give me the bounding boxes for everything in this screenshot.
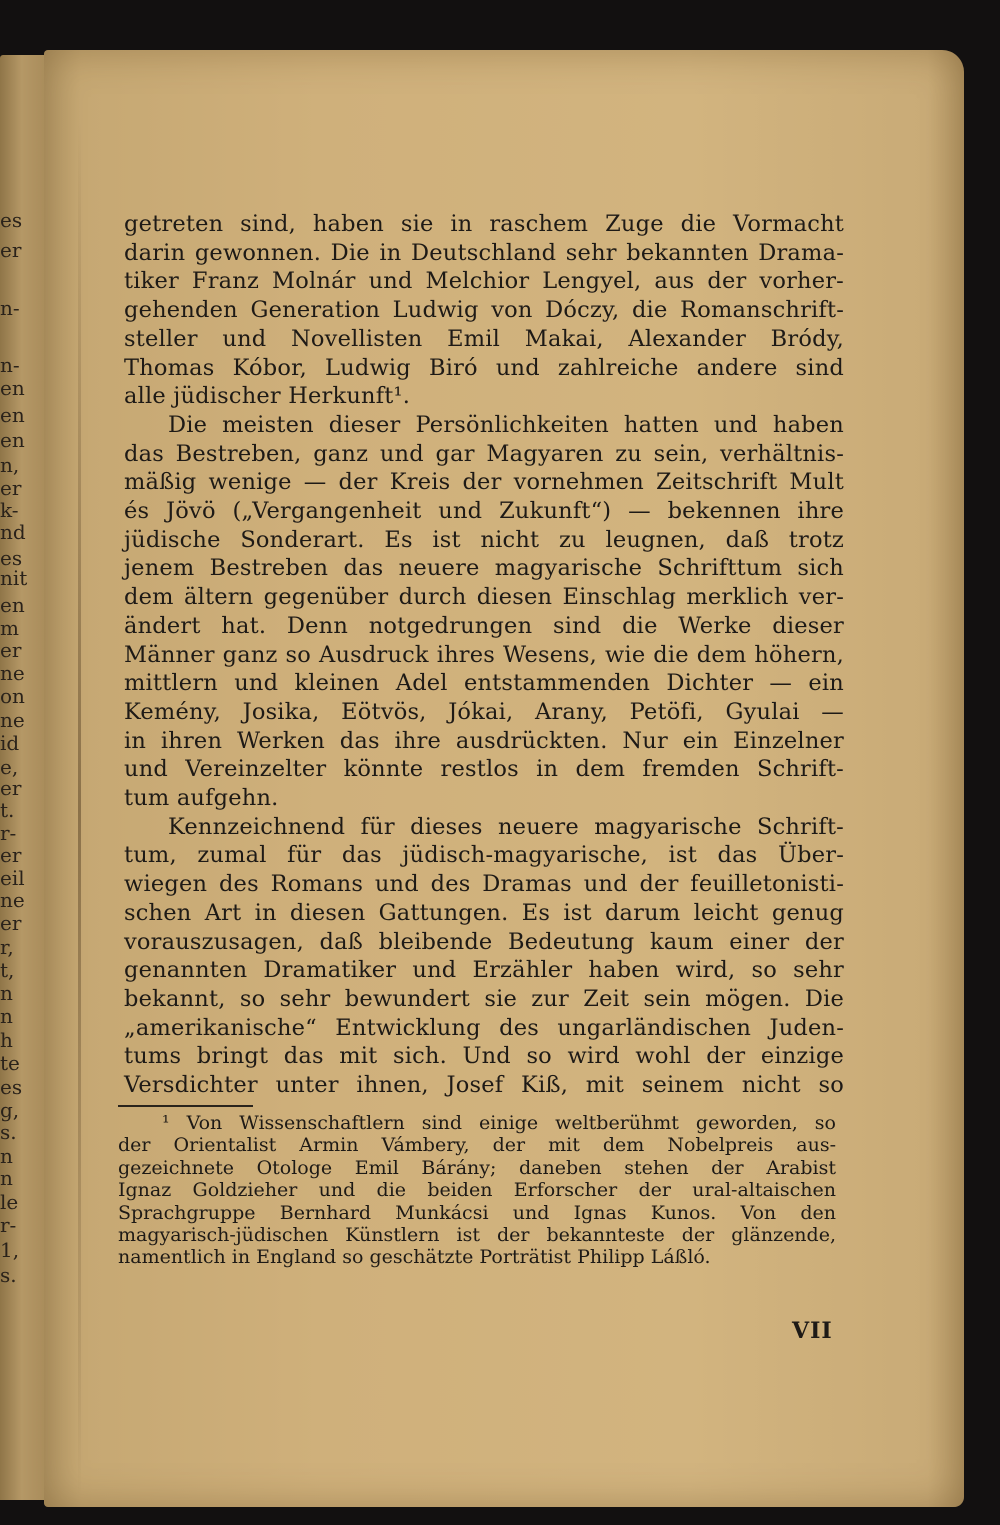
left-page-fragment: g, xyxy=(0,1098,20,1122)
left-page-fragment: r, xyxy=(0,935,14,959)
left-page-fragment: eil xyxy=(0,866,25,890)
text-line: „amerikanische“ Entwicklung des ungarländischen Juden- xyxy=(124,1014,844,1041)
left-page-fragment: en xyxy=(0,376,25,400)
left-page-fragment: n xyxy=(0,1144,13,1168)
left-page-fragment: le xyxy=(0,1190,19,1214)
main-text xyxy=(124,210,844,1100)
left-page-fragment: n- xyxy=(0,296,20,320)
left-page-fragment: t. xyxy=(0,798,15,822)
left-page-fragment: h xyxy=(0,1028,13,1052)
text-line: Kemény, Josika, Eötvös, Jókai, Arany, Petöfi, Gyulai — xyxy=(124,698,844,725)
text-line: mittlern und kleinen Adel entstammenden Dichter — ein xyxy=(124,670,844,697)
text-line: getreten sind, haben sie in raschem Zuge die Vormacht xyxy=(124,211,844,237)
footnote-line: magyarisch-jüdischen Künstlern ist der bekannteste der glänzende, xyxy=(118,1224,836,1247)
text-line: Versdichter unter ihnen, Josef Kiß, mit seinem nicht so xyxy=(124,1072,844,1099)
left-page-fragment: ne xyxy=(0,708,25,732)
footnote-line: Sprachgruppe Bernhard Munkácsi und Ignas Kunos. Von den xyxy=(118,1201,836,1224)
footnote-line: Ignaz Goldzieher und die beiden Erforscher der ural-altaischen xyxy=(118,1179,836,1202)
left-page-fragment: n- xyxy=(0,353,20,377)
left-page-fragment: ne xyxy=(0,888,25,912)
footnote-line: gezeichnete Otologe Emil Bárány; daneben stehen der Arabist xyxy=(118,1156,836,1179)
footnote-rule xyxy=(118,1105,253,1107)
left-page-fragment: en xyxy=(0,593,25,617)
left-page-fragment: er xyxy=(0,238,22,262)
left-page-fragment: t, xyxy=(0,958,15,982)
text-line: dem ältern gegenüber durch diesen Einschlag merklich ver- xyxy=(124,584,844,611)
text-line: alle jüdischer Herkunft¹. xyxy=(124,383,411,410)
text-line: jüdische Sonderart. Es ist nicht zu leugnen, daß trotz xyxy=(124,526,844,553)
text-line: Männer ganz so Ausdruck ihres Wesens, wie die dem höhern, xyxy=(124,641,844,668)
text-line: tums bringt das mit sich. Und so wird wohl der einzige xyxy=(124,1043,844,1070)
left-page-fragment: n xyxy=(0,1004,13,1028)
text-line: gehenden Generation Ludwig von Dóczy, die Romanschrift- xyxy=(124,297,844,324)
left-page-fragment: er xyxy=(0,911,22,935)
text-line: steller und Novellisten Emil Makai, Alexander Bródy, xyxy=(124,325,844,352)
left-page-fragment: n xyxy=(0,1166,13,1190)
left-page-fragment: r- xyxy=(0,821,17,845)
left-page-fragment: k- xyxy=(0,498,19,522)
left-page-fragment: m xyxy=(0,616,19,640)
text-line: Thomas Kóbor, Ludwig Biró und zahlreiche andere sind xyxy=(124,354,844,381)
page-gutter xyxy=(78,120,81,1500)
text-line: jenem Bestreben das neuere magyarische Schrifttum sich xyxy=(124,555,844,582)
left-page-fragment: s. xyxy=(0,1263,17,1287)
text-line: das Bestreben, ganz und gar Magyaren zu sein, verhältnis- xyxy=(124,440,844,467)
left-page-fragment: n xyxy=(0,981,13,1005)
text-line: bekannt, so sehr bewundert sie zur Zeit sein mögen. Die xyxy=(124,985,844,1012)
text-line: und Vereinzelter könnte restlos in dem fremden Schrift- xyxy=(124,756,844,783)
footnote-line: namentlich in England so geschätzte Porträtist Philipp Láßló. xyxy=(118,1246,711,1269)
left-page-fragment: 1, xyxy=(0,1238,20,1262)
left-page-fragment: ne xyxy=(0,661,25,685)
left-page-fragment: te xyxy=(0,1051,20,1075)
footnote-line: der Orientalist Armin Vámbery, der mit dem Nobelpreis aus- xyxy=(118,1134,836,1157)
left-page-fragment: s. xyxy=(0,1120,17,1144)
text-line: tum aufgehn. xyxy=(124,785,279,812)
left-page-fragment: en xyxy=(0,428,25,452)
text-line: wiegen des Romans und des Dramas und der feuilletonisti- xyxy=(124,871,844,898)
left-page-fragment: es xyxy=(0,546,23,570)
text-line: schen Art in diesen Gattungen. Es ist darum leicht genug xyxy=(124,899,844,926)
left-page-fragment: er xyxy=(0,776,22,800)
text-line: és Jövö („Vergangenheit und Zukunft“) — bekennen ihre xyxy=(124,498,844,525)
left-page-fragment: nit xyxy=(0,566,28,590)
text-line: tum, zumal für das jüdisch-magyarische, ist das Über- xyxy=(124,842,844,869)
text-line: mäßig wenige — der Kreis der vornehmen Zeitschrift Mult xyxy=(124,469,844,496)
left-page-fragment: en xyxy=(0,403,25,427)
left-page-fragment: nd xyxy=(0,520,26,544)
text-line: Die meisten dieser Persönlichkeiten hatten und haben xyxy=(168,411,844,438)
text-line: ändert hat. Denn notgedrungen sind die Werke dieser xyxy=(124,612,844,639)
footnote xyxy=(118,1112,836,1269)
left-page-fragment: on xyxy=(0,684,25,708)
left-page-fragment: r- xyxy=(0,1213,17,1237)
left-page-fragment: er xyxy=(0,843,22,867)
left-page-fragment: er xyxy=(0,476,22,500)
left-page-fragment: e, xyxy=(0,755,19,779)
footnote-line: ¹ Von Wissenschaftlern sind einige weltberühmt geworden, so xyxy=(162,1112,836,1134)
text-line: genannten Dramatiker und Erzähler haben wird, so sehr xyxy=(124,957,844,984)
page-number: VII xyxy=(792,1318,833,1344)
left-page-fragment: er xyxy=(0,638,22,662)
left-page-fragment: es xyxy=(0,208,23,232)
text-line: in ihren Werken das ihre ausdrückten. Nur ein Einzelner xyxy=(124,727,844,754)
left-page-fragment: es xyxy=(0,1075,23,1099)
text-line: vorauszusagen, daß bleibende Bedeutung kaum einer der xyxy=(124,928,844,955)
text-line: darin gewonnen. Die in Deutschland sehr bekannten Drama- xyxy=(124,239,844,266)
text-line: tiker Franz Molnár und Melchior Lengyel, aus der vorher- xyxy=(124,268,844,295)
left-page-fragment: id xyxy=(0,731,20,755)
text-line: Kennzeichnend für dieses neuere magyarische Schrift- xyxy=(168,813,844,840)
left-page-fragment: n, xyxy=(0,453,20,477)
left-page-edge xyxy=(0,55,48,1500)
